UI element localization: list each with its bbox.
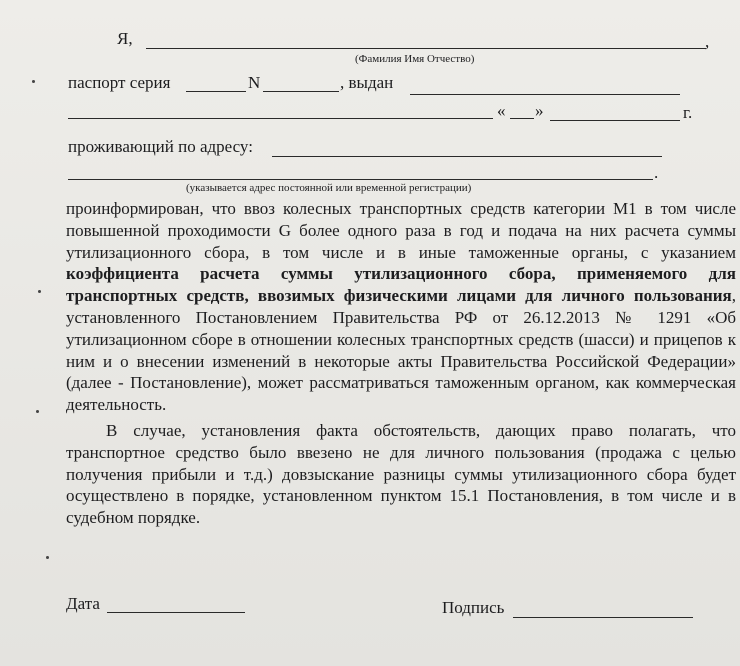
year-suffix: г. <box>683 103 693 122</box>
paper-speck <box>46 556 49 559</box>
residence-blank-2 <box>68 179 653 180</box>
fio-comma: , <box>705 32 710 51</box>
ya-label: Я, <box>117 29 133 48</box>
paragraph-info <box>66 198 736 416</box>
passport-number-label: N <box>248 73 261 92</box>
paragraph-info-part1: проинформирован, что ввоз колесных транспортных средств категории М1 в том числе повышенной проходимости G более одного раза в год и подача на них расчета суммы утилизационного сбора, в том числе и в иные таможенные органы, с указанием <box>66 199 736 262</box>
paragraph-info-bold: коэффициента расчета суммы утилизационного сбора, применяемого для транспортных средств, ввозимых физическими лицами для личного пользования <box>66 264 736 306</box>
fio-caption: (Фамилия Имя Отчество) <box>355 53 475 65</box>
paper-speck <box>38 290 41 293</box>
address-caption: (указывается адрес постоянной или временной регистрации) <box>186 182 472 194</box>
issue-month-blank <box>550 120 680 121</box>
signature-label: Подпись <box>442 598 505 617</box>
issued-label: , выдан <box>340 73 394 92</box>
issued-by-blank-2 <box>68 118 493 119</box>
quote-close: » <box>535 101 544 120</box>
passport-number-blank <box>263 91 339 92</box>
residence-label: проживающий по адресу: <box>68 137 253 156</box>
paper-speck <box>32 80 35 83</box>
quote-open: « <box>497 101 506 120</box>
paper-speck <box>36 410 39 413</box>
paragraph-consequence: В случае, установления факта обстоятельств, дающих право полагать, что транспортное средство было ввезено не для личного пользования (продажа с целью получения прибыли и т.д.) довзыскание разницы суммы утилизационного сбора будет осуществлено в порядке, установленном пунктом 15.1 Постановления, в том числе и в судебном порядке. <box>66 421 736 528</box>
passport-series-label: паспорт серия <box>68 73 171 92</box>
fio-blank <box>146 48 706 49</box>
residence-blank <box>272 156 662 157</box>
issue-day-blank <box>510 118 534 119</box>
paragraph-info-part2: , установленного Постановлением Правительства РФ от 26.12.2013 № 1291 «Об утилизационном сборе в отношении колесных транспортных средств (шасси) и прицепов к ним и о внесении изменений в некоторые акты Правительства Российской Федерации» (далее - Постановление), может рассматриваться таможенным органом, как коммерческая деятельность. <box>66 286 736 415</box>
issued-by-blank <box>410 94 680 95</box>
passport-series-blank <box>186 91 246 92</box>
address-dot: . <box>654 163 659 182</box>
date-blank <box>107 612 245 613</box>
signature-blank <box>513 617 693 618</box>
date-label: Дата <box>66 594 100 613</box>
